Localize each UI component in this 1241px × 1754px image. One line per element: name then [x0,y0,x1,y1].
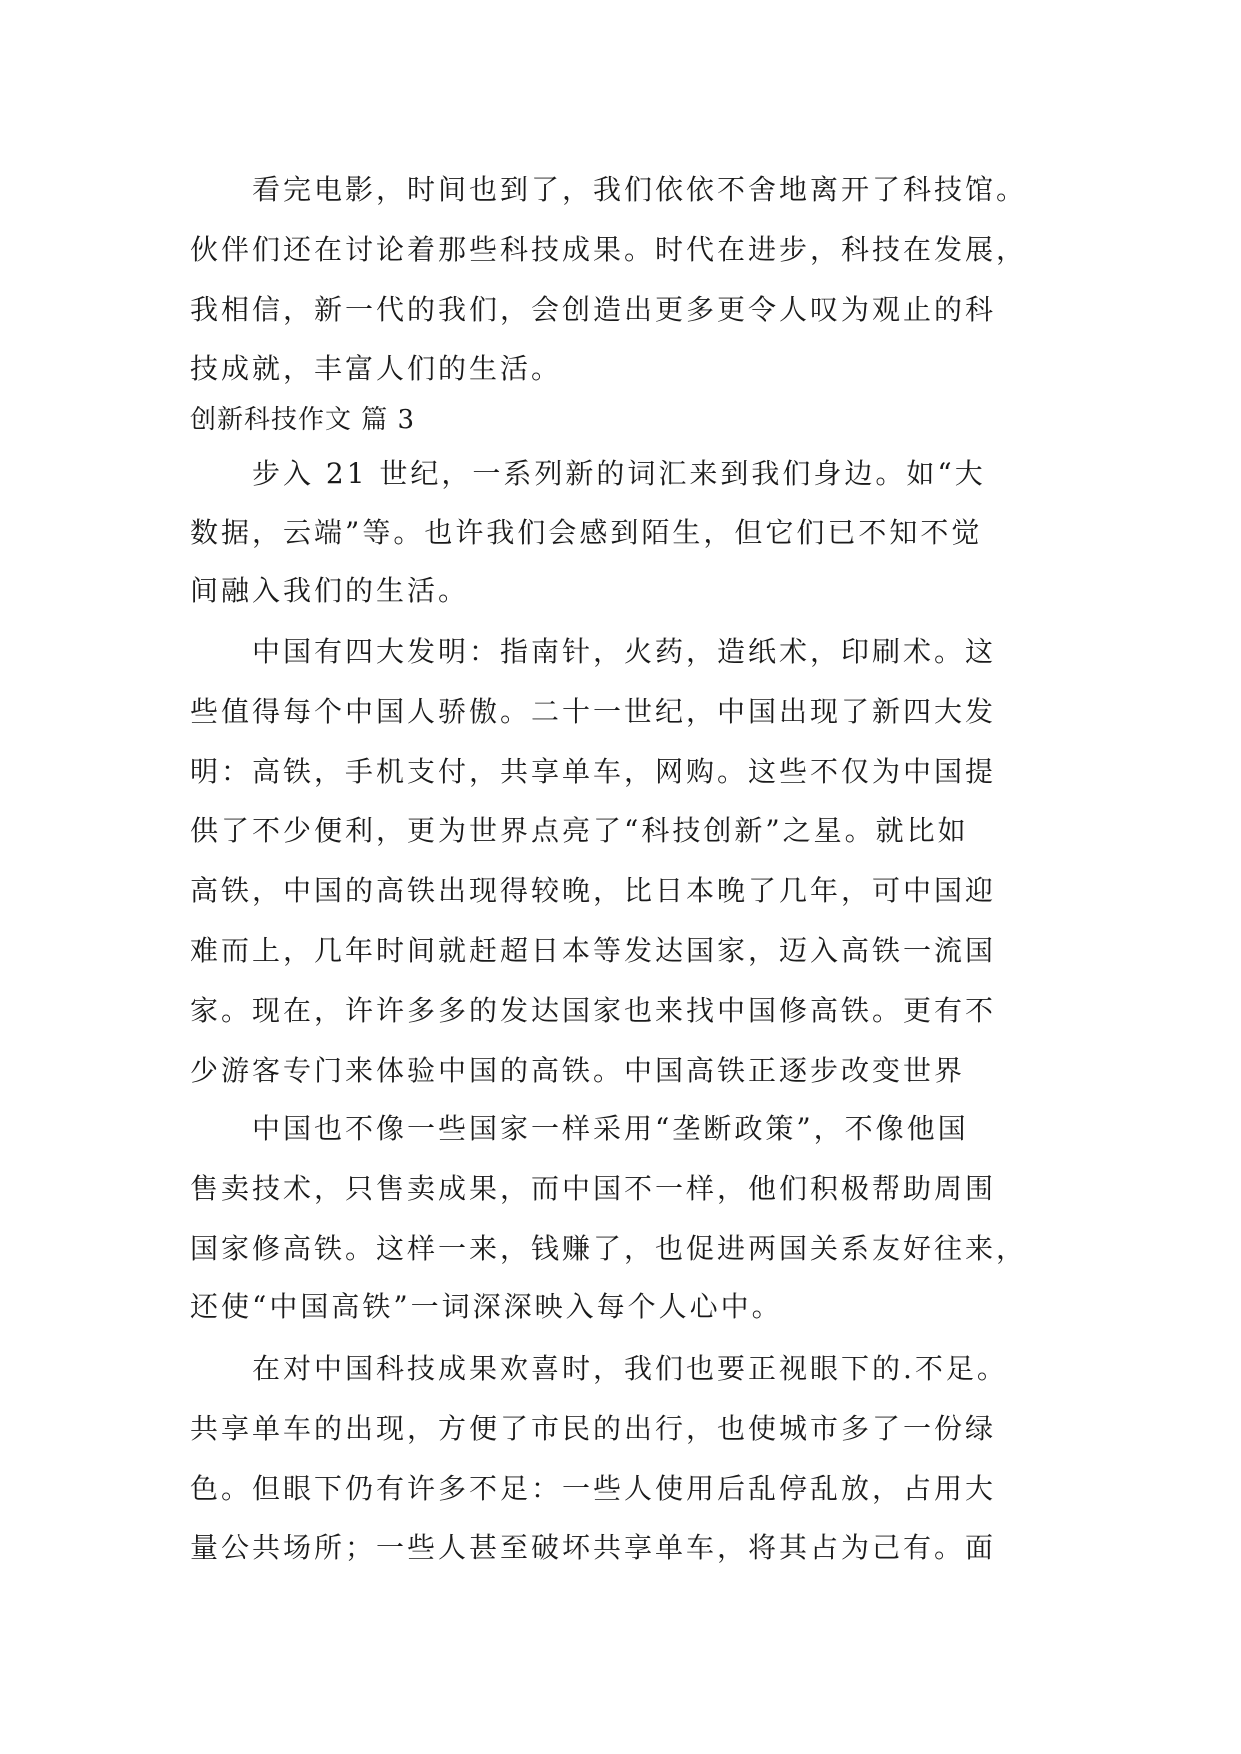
text-line: 明：高铁，手机支付，共享单车，网购。这些不仅为中国提 [190,755,997,788]
text-line: 数据，云端”等。也许我们会感到陌生，但它们已不知不觉 [190,516,983,549]
text-line: 少游客专门来体验中国的高铁。中国高铁正逐步改变世界 [190,1054,966,1087]
text-line: 步入 21 世纪，一系列新的词汇来到我们身边。如“大 [252,457,986,490]
text-line: 在对中国科技成果欢喜时，我们也要正视眼下的.不足。 [252,1352,1008,1385]
text-line: 供了不少便利，更为世界点亮了“科技创新”之星。就比如 [190,814,969,847]
text-line: 我相信，新一代的我们，会创造出更多更令人叹为观止的科 [190,293,997,326]
text-line: 间融入我们的生活。 [190,574,470,607]
text-line: 家。现在，许许多多的发达国家也来找中国修高铁。更有不 [190,994,997,1027]
text-line: 中国有四大发明：指南针，火药，造纸术，印刷术。这 [252,635,997,668]
text-line: 些值得每个中国人骄傲。二十一世纪，中国出现了新四大发 [190,695,997,728]
text-line: 伙伴们还在讨论着那些科技成果。时代在进步，科技在发展， [190,233,1028,266]
text-line: 共享单车的出现，方便了市民的出行，也使城市多了一份绿 [190,1412,997,1445]
text-line: 中国也不像一些国家一样采用“垄断政策”，不像他国 [252,1112,969,1145]
text-line: 技成就，丰富人们的生活。 [190,352,563,385]
section-heading: 创新科技作文 篇 3 [190,405,416,435]
text-line: 售卖技术，只售卖成果，而中国不一样，他们积极帮助周围 [190,1172,997,1205]
text-line: 难而上，几年时间就赶超日本等发达国家，迈入高铁一流国 [190,934,997,967]
text-line: 色。但眼下仍有许多不足：一些人使用后乱停乱放，占用大 [190,1472,997,1505]
text-line: 国家修高铁。这样一来，钱赚了，也促进两国关系友好往来， [190,1232,1028,1265]
text-line: 量公共场所；一些人甚至破坏共享单车，将其占为己有。面 [190,1531,997,1564]
text-line: 还使“中国高铁”一词深深映入每个人心中。 [190,1290,783,1323]
text-line: 看完电影，时间也到了，我们依依不舍地离开了科技馆。 [252,173,1028,206]
text-line: 高铁，中国的高铁出现得较晚，比日本晚了几年，可中国迎 [190,874,997,907]
